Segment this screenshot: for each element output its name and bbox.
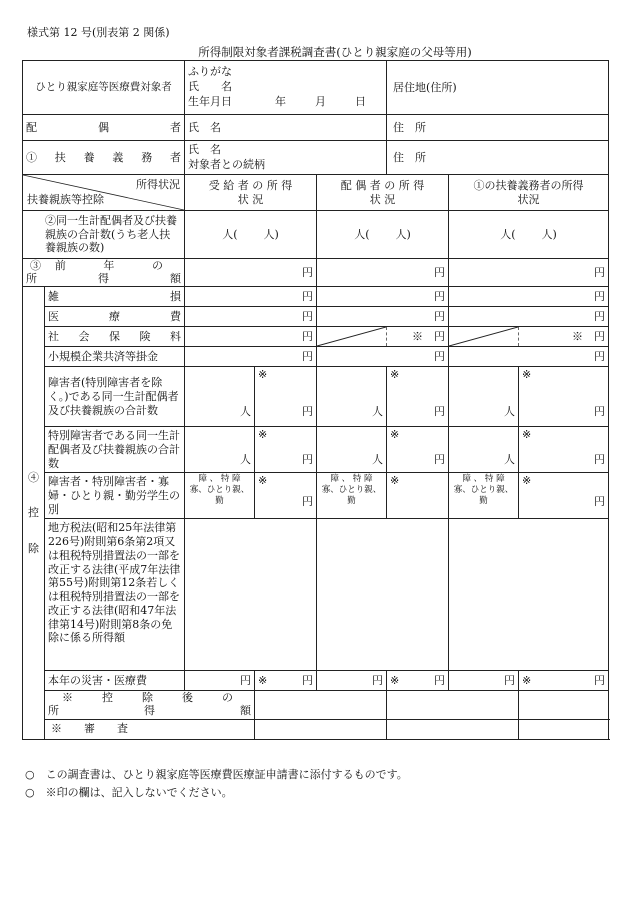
- category-opt3: 勤: [215, 495, 224, 506]
- special-disabled-col1-kome[interactable]: [255, 427, 317, 473]
- kome-mark: ※: [390, 673, 400, 687]
- local-tax-col3[interactable]: [449, 519, 609, 671]
- spouse-label-text: 配 偶 者: [26, 120, 181, 134]
- category-opt3: 勤: [479, 495, 488, 506]
- local-tax-col2[interactable]: [317, 519, 449, 671]
- notes: [25, 766, 408, 802]
- disabled-count-col3-kome[interactable]: [519, 367, 609, 427]
- dependents-col1[interactable]: [185, 211, 317, 259]
- header-col3-line1: ①の扶養義務者の所得: [473, 178, 584, 192]
- special-disabled-col3[interactable]: 人: [449, 427, 519, 473]
- dependents-label: ②同一生計配偶者及び扶養親族の合計数(うち老人扶養親族の数): [23, 211, 185, 259]
- after-deduction-row: [23, 691, 609, 719]
- header-income-status: 所得状況: [136, 178, 180, 191]
- deduction-medical-col2[interactable]: 円: [317, 307, 449, 327]
- category-opt3: 勤: [347, 495, 356, 506]
- kome-mark: ※: [522, 474, 532, 488]
- deduction-small-biz-label: 小規模企業共済等掛金: [45, 347, 185, 367]
- yen-unit: 円: [434, 673, 446, 687]
- deduction-social-label: [45, 327, 185, 347]
- yen-unit: 円: [594, 452, 606, 466]
- header-col2: [317, 175, 449, 211]
- special-disabled-label: 特別障害者である同一生計配偶者及び扶養親族の合計数: [45, 427, 185, 473]
- disaster-col3[interactable]: 円: [449, 671, 519, 691]
- special-disabled-col1[interactable]: 人: [185, 427, 255, 473]
- spouse-label: [23, 115, 185, 141]
- after-deduction-col3[interactable]: [519, 691, 609, 719]
- yen-unit: 円: [302, 452, 313, 466]
- prev-income-label2: 所 得 額: [26, 271, 181, 285]
- review-col3[interactable]: [519, 719, 609, 739]
- header-col3: [449, 175, 609, 211]
- kome-mark: ※: [390, 428, 400, 442]
- prev-income-label1: ③ 前 年 の: [30, 259, 163, 272]
- header-col2-line2: 状 況: [369, 192, 396, 206]
- deduction-medical-col3[interactable]: 円: [449, 307, 609, 327]
- deduction-row-small-biz: [23, 347, 609, 367]
- after-deduction-label1: ※ 控 除 後 の: [62, 691, 233, 705]
- slash-line: [449, 327, 518, 346]
- disabled-count-row: [23, 367, 609, 427]
- residence-label: 居住地(住所): [393, 80, 457, 94]
- deduction-small-biz-col2[interactable]: 円: [317, 347, 449, 367]
- category-opt1: 障 、 特 障: [462, 474, 505, 485]
- birthdate-line: [188, 95, 383, 110]
- kome-mark: ※: [412, 329, 424, 343]
- deduction-row-social: [23, 327, 609, 347]
- deduction-misc-col2[interactable]: 円: [317, 287, 449, 307]
- unit-close: 人): [263, 227, 279, 241]
- prev-income-col3[interactable]: 円: [449, 259, 609, 287]
- deduction-misc-text: 雑 損: [48, 289, 181, 303]
- dependents-col2[interactable]: [317, 211, 449, 259]
- deduction-small-biz-col3[interactable]: 円: [449, 347, 609, 367]
- note-1: ○ この調査書は、ひとり親家庭等医療費医療証申請書に添付するものです。: [25, 768, 408, 781]
- birthdate-label: 生年月日: [188, 94, 232, 108]
- unit-open: 人(: [500, 227, 516, 241]
- review-row: [23, 719, 609, 739]
- prev-income-col2[interactable]: 円: [317, 259, 449, 287]
- form-table-wrapper: [22, 60, 609, 740]
- yen-unit: 円: [594, 494, 606, 508]
- yen-unit: 円: [302, 404, 313, 418]
- residence-cell[interactable]: [387, 61, 609, 115]
- slash-line: [317, 327, 386, 346]
- yen-unit: 円: [302, 673, 313, 687]
- category-opt2: 寡、ひとり親、: [321, 484, 382, 495]
- category-opt2: 寡、ひとり親、: [189, 484, 250, 495]
- kome-mark: ※: [522, 428, 532, 442]
- disabled-count-col2[interactable]: 人: [317, 367, 387, 427]
- spouse-address-cell[interactable]: [387, 115, 609, 141]
- deduction-social-col2-slash: [317, 327, 387, 347]
- deduction-social-text: 社 会 保 険 料: [48, 329, 181, 343]
- year-label: 年: [275, 94, 286, 108]
- prev-income-col1[interactable]: 円: [185, 259, 317, 287]
- kome-mark: ※: [258, 474, 268, 488]
- day-label: 日: [355, 94, 366, 108]
- dependents-row: [23, 211, 609, 259]
- header-col1-line1: 受 給 者 の 所 得: [208, 178, 293, 192]
- category-col1-options[interactable]: [185, 473, 255, 519]
- local-tax-label: 地方税法(昭和25年法律第226号)附則第6条第2項又は租税特別措置法の一部を改正する法律(平成7年法律第55号)附則第12条若しくは租税特別措置法の一部を改正する法律(昭和47年法律第14号)附則第8条の免除に係る所得額: [45, 519, 185, 671]
- target-row: [23, 61, 609, 115]
- yen-unit: 円: [434, 452, 446, 466]
- kome-mark: ※: [572, 329, 584, 343]
- supporter-address-label: 住 所: [393, 150, 427, 164]
- after-deduction-col1[interactable]: [255, 691, 387, 719]
- deduction-row-misc: [23, 287, 609, 307]
- form-title: 所得制限対象者課税調査書(ひとり親家庭の父母等用): [198, 45, 472, 59]
- special-disabled-col2[interactable]: 人: [317, 427, 387, 473]
- deduction-medical-text: 医 療 費: [48, 309, 181, 323]
- category-opt1: 障 、 特 障: [198, 474, 241, 485]
- category-col2-options[interactable]: [317, 473, 387, 519]
- spouse-address-label: 住 所: [393, 120, 427, 134]
- deduction-misc-col3[interactable]: 円: [449, 287, 609, 307]
- review-label: ※ 審 査: [45, 719, 255, 739]
- local-tax-col1[interactable]: [185, 519, 317, 671]
- header-col1: [185, 175, 317, 211]
- supporter-address-cell[interactable]: [387, 141, 609, 175]
- deduction-social-col3-slash: [449, 327, 519, 347]
- furigana-label: ふりがな: [188, 65, 232, 78]
- kome-mark: ※: [522, 368, 532, 382]
- target-label: ひとり親家庭等医療費対象者: [23, 61, 185, 115]
- header-row: [23, 175, 609, 211]
- form-number: 様式第 12 号(別表第 2 関係): [27, 26, 170, 39]
- unit-open: 人(: [354, 227, 370, 241]
- dependents-col3[interactable]: [449, 211, 609, 259]
- supporter-row: [23, 141, 609, 175]
- yen-unit: 円: [594, 329, 606, 343]
- spouse-row: [23, 115, 609, 141]
- deduction-social-col2[interactable]: [387, 327, 449, 347]
- disaster-col1[interactable]: 円: [185, 671, 255, 691]
- deduction-medical-label: [45, 307, 185, 327]
- unit-close: 人): [541, 227, 557, 241]
- category-label: 障害者・特別障害者・寡婦・ひとり親・勤労学生の別: [45, 473, 185, 519]
- unit-open: 人(: [222, 227, 238, 241]
- supporter-label: [23, 141, 185, 175]
- deduction-row-medical: [23, 307, 609, 327]
- deduction-small-biz-col1[interactable]: 円: [185, 347, 317, 367]
- unit-close: 人): [395, 227, 411, 241]
- deduction-group-text: ④控除: [28, 471, 39, 555]
- spouse-name-cell[interactable]: [185, 115, 387, 141]
- header-col1-line2: 状 況: [237, 192, 264, 206]
- kome-mark: ※: [390, 368, 400, 382]
- kome-mark: ※: [258, 428, 268, 442]
- header-diagonal-cell: [23, 175, 185, 211]
- supporter-name-label: 氏 名: [188, 143, 221, 157]
- yen-unit: 円: [302, 494, 313, 508]
- disaster-col3-kome[interactable]: [519, 671, 609, 691]
- deduction-social-col1[interactable]: 円: [185, 327, 317, 347]
- kome-mark: ※: [522, 673, 532, 687]
- after-deduction-label: [45, 691, 255, 719]
- deduction-medical-col1[interactable]: 円: [185, 307, 317, 327]
- category-opt1: 障 、 特 障: [330, 474, 373, 485]
- disaster-col1-kome[interactable]: [255, 671, 317, 691]
- supporter-label-text: ① 扶 養 義 務 者: [26, 150, 181, 164]
- disaster-row: [23, 671, 609, 691]
- yen-unit: 円: [434, 404, 446, 418]
- after-deduction-col2[interactable]: [387, 691, 519, 719]
- disaster-label: 本年の災害・医療費: [45, 671, 185, 691]
- header-col3-line2: 状況: [517, 192, 540, 206]
- kome-mark: ※: [390, 474, 400, 488]
- special-disabled-col2-kome[interactable]: [387, 427, 449, 473]
- special-disabled-row: [23, 427, 609, 473]
- review-col2[interactable]: [387, 719, 519, 739]
- local-tax-row: [23, 519, 609, 671]
- supporter-relation-label: 対象者との続柄: [188, 157, 265, 171]
- disabled-count-col3[interactable]: 人: [449, 367, 519, 427]
- kome-mark: ※: [258, 368, 268, 382]
- disabled-count-col1[interactable]: 人: [185, 367, 255, 427]
- header-col2-line1: 配 偶 者 の 所 得: [340, 178, 425, 192]
- category-col2-kome[interactable]: [387, 473, 449, 519]
- supporter-name-cell[interactable]: [185, 141, 387, 175]
- month-label: 月: [315, 94, 326, 108]
- category-opt2: 寡、ひとり親、: [453, 484, 514, 495]
- disabled-count-col2-kome[interactable]: [387, 367, 449, 427]
- review-col1[interactable]: [255, 719, 387, 739]
- name-label: 氏 名: [188, 79, 232, 93]
- prev-income-label: [23, 259, 185, 287]
- yen-unit: 円: [594, 673, 606, 687]
- category-row: [23, 473, 609, 519]
- disabled-count-col1-kome[interactable]: [255, 367, 317, 427]
- target-info-cell[interactable]: [185, 61, 387, 115]
- prev-income-row: [23, 259, 609, 287]
- special-disabled-col3-kome[interactable]: [519, 427, 609, 473]
- kome-mark: ※: [258, 673, 268, 687]
- disabled-count-label: 障害者(特別障害者を除く。)である同一生計配偶者及び扶養親族の合計数: [45, 367, 185, 427]
- header-deductions: 扶養親族等控除: [27, 193, 104, 207]
- form-table: [22, 60, 609, 740]
- category-col1-kome[interactable]: [255, 473, 317, 519]
- deduction-misc-col1[interactable]: 円: [185, 287, 317, 307]
- note-2: ○ ※印の欄は、記入しないでください。: [25, 786, 233, 799]
- category-col3-kome[interactable]: [519, 473, 609, 519]
- deduction-misc-label: [45, 287, 185, 307]
- yen-unit: 円: [434, 329, 446, 343]
- after-deduction-label2: 所 得 額: [48, 703, 251, 717]
- category-col3-options[interactable]: [449, 473, 519, 519]
- spouse-name-label: 氏 名: [188, 120, 221, 134]
- deduction-social-col3[interactable]: [519, 327, 609, 347]
- disaster-col2[interactable]: 円: [317, 671, 387, 691]
- disaster-col2-kome[interactable]: [387, 671, 449, 691]
- deduction-group-label: [23, 287, 45, 739]
- yen-unit: 円: [594, 404, 606, 418]
